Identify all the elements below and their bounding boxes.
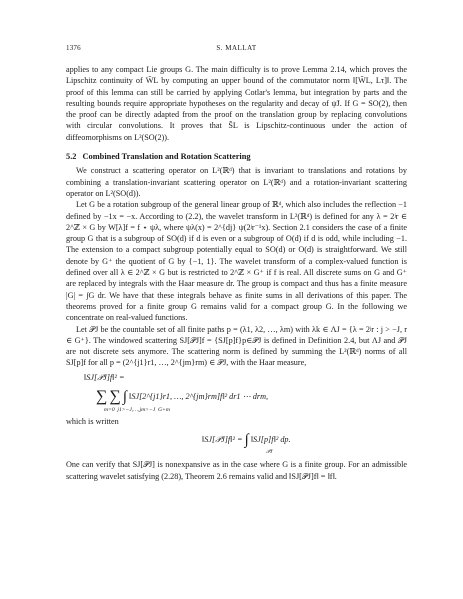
section-heading: [66, 151, 407, 162]
integral-path-domain: 𝒫J: [266, 449, 273, 456]
sum-inner-lower-limit: j1>−J,…,jm>−J: [117, 407, 156, 414]
equation-path-limits: [266, 449, 407, 456]
page-number: 1376: [66, 44, 81, 52]
paragraph-path-set: Let 𝒫J be the countable set of all finite paths p = (λ1, λ2, …, λm) with λk ∈ ΛJ = {λ = 2ʲr : j > −J, r ∈ G⁺}. The windowed scattering SJ[𝒫J]f = {SJ[p]f}p∈𝒫J is defined in Definition 2.4, but ΛJ and 𝒫J are not discrete sets anymore. The scattering norm is defined by summing the L²(ℝᵈ) norms of all SJ[p]f for all p = (2^{j1}r1, …, 2^{jm}rm) ∈ 𝒫J, with the Haar measure,: [66, 324, 407, 368]
running-author: S. MALLAT: [216, 44, 257, 52]
equation-path-integral: [202, 431, 407, 449]
section-number: 5.2: [66, 152, 77, 162]
sum-symbol-inner: ∑: [109, 388, 121, 406]
equation-path-lhs: ‖SJ[𝒫J]f‖² =: [202, 435, 243, 445]
section-title: Combined Translation and Rotation Scattering: [82, 152, 251, 162]
sum-symbol: ∑: [96, 388, 108, 406]
paragraph-conclusion: One can verify that SJ[𝒫J] is nonexpansive as in the case where G is a finite group. For an admissible scattering wavelet satisfying (2.28), Theorem 2.6 remains valid and ‖SJ[𝒫J]f‖ = ‖f‖.: [66, 460, 407, 481]
paragraph-intro: We construct a scattering operator on L²(ℝᵈ) that is invariant to translations and rotations by combining a translation-invariant scattering operator on L²(ℝᵈ) and a rotation-invariant scattering operator on L²(SO(d)).: [66, 166, 407, 198]
body-text: [66, 64, 407, 482]
integral-domain: G+m: [158, 407, 170, 414]
paragraph-continuation: applies to any compact Lie groups G. The main difficulty is to prove Lemma 2.14, which proves the Lipschitz continuity of W̃L by computing an upper bound of the commutator norm ‖[W̃L, Lτ]‖. The proof of this lemma can still be carried by applying Cotlar's lemma, but integration by parts and the resulting bounds require appropriate hypotheses on the regularity and decay of ψ̃J. If G = SO(2), then the proof can be directly adapted from the proof on the translation group by replacing convolutions with circular convolutions. It proves that S̃L is Lipschitz-continuous under the action of diffeomorphisms on L²(SO(2)).: [66, 65, 407, 142]
equation-norm-lhs: ‖SJ[𝒫J]f‖² =: [84, 372, 125, 382]
equation-norm-sum: [96, 387, 407, 407]
equation-norm-limits: [104, 407, 407, 414]
paragraph-written: which is written: [66, 417, 119, 427]
equation-path-rhs: ‖SJ[p]f‖² dp.: [250, 435, 291, 445]
paragraph-rotation-group: Let G be a rotation subgroup of the general linear group of ℝᵈ, which also includes the reflection −1 defined by −1x = −x. According to (2.2), the wavelet transform in L²(ℝᵈ) is defined for any λ = 2ʲr ∈ 2^ℤ × G by W[λ]f = f ⋆ ψλ, where ψλ(x) = 2^{dj} ψ(2ʲr⁻¹x). Section 2.1 considers the case of a finite group G that is a subgroup of SO(d) if d is even or a subgroup of O(d) if d is odd, while including −1. The extension to a compact subgroup potentially equal to SO(d) or O(d) is straightforward. We still denote by G⁺ the quotient of G by {−1, 1}. The wavelet transform of a complex-valued function is defined over all λ ∈ 2^ℤ × G but is restricted to 2^ℤ × G⁺ if f is real. All discrete sums on G and G⁺ are replaced by integrals with the Haar measure dr. The group is compact and thus has a finite measure |G| = ∫G dr. We have that these integrals behave as finite sums in all derivations of this paper. The theorems proved for a finite group G remains valid for a compact group G. In the following we concentrate on real-valued functions.: [66, 200, 407, 323]
integral-symbol: ∫: [122, 389, 128, 406]
equation-norm-integrand: ‖SJ[2^{j1}r1, …, 2^{jm}rm]f‖² dr1 ⋯ drm,: [129, 392, 269, 402]
integral-symbol-path: ∫: [244, 432, 249, 449]
sum-lower-limit: m=0: [104, 407, 115, 414]
